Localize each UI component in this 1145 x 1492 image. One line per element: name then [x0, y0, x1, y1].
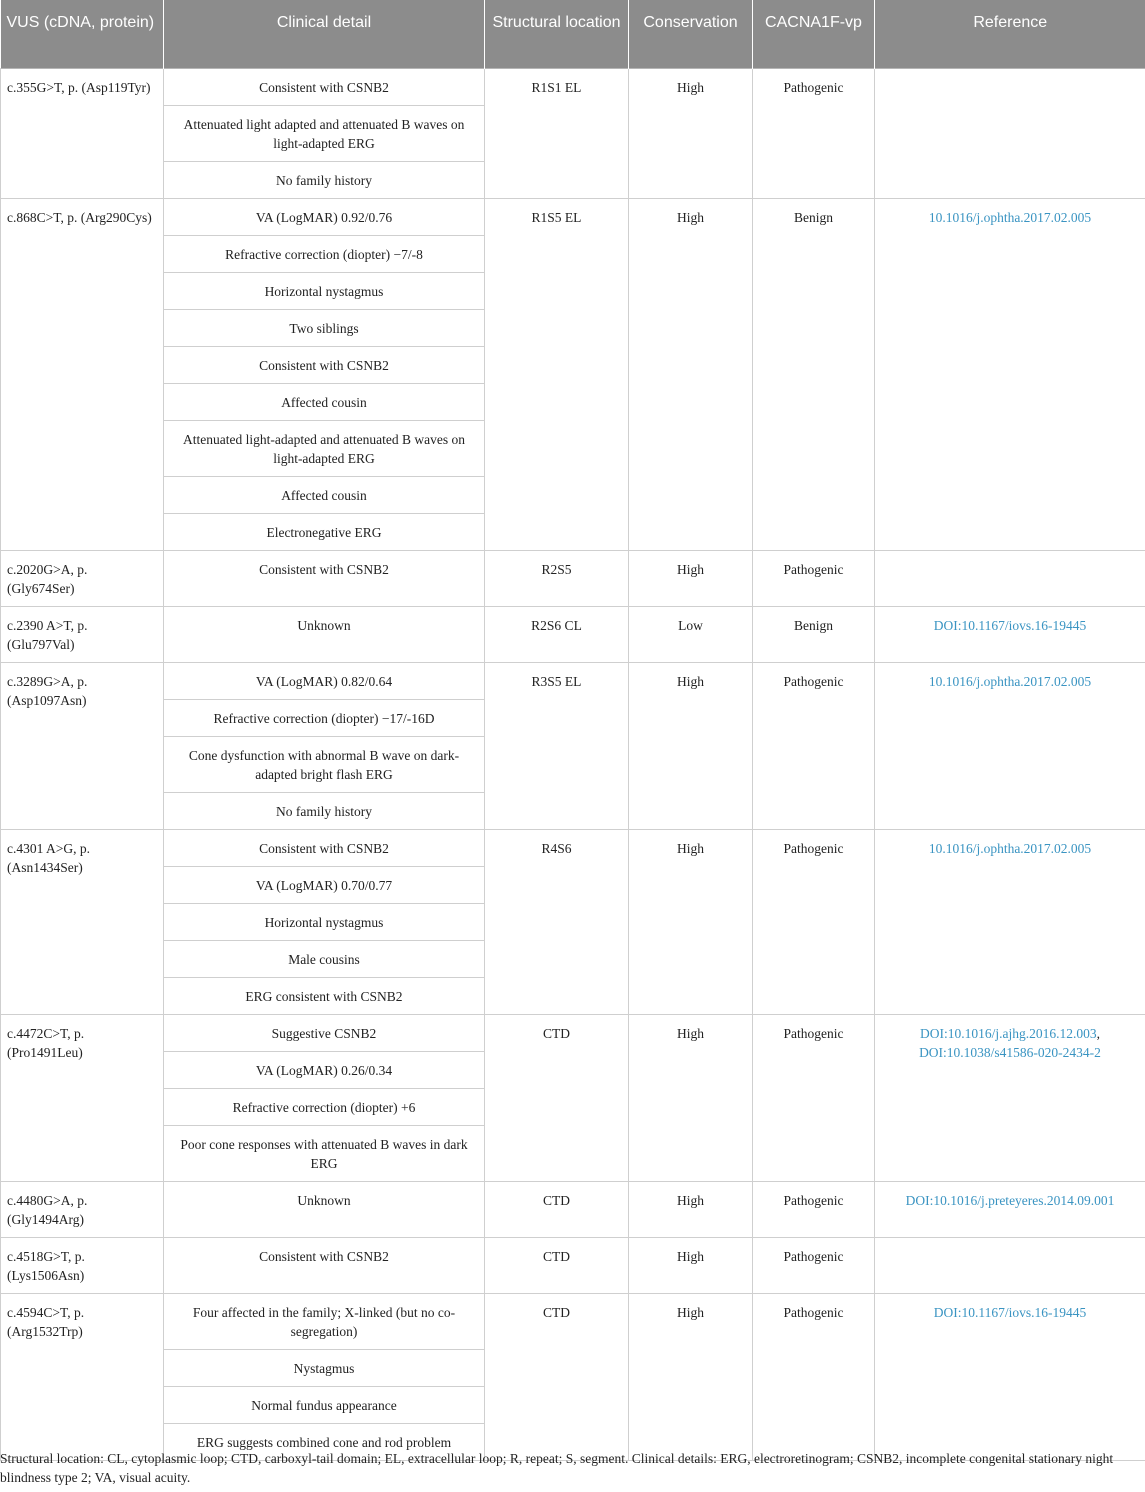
conservation-cell: High	[629, 1237, 753, 1293]
conservation-cell: High	[629, 829, 753, 1014]
reference-link[interactable]: 10.1016/j.ophtha.2017.02.005	[928, 840, 1092, 856]
structural-location-cell: R4S6	[485, 829, 629, 1014]
clinical-detail-cell: Normal fundus appearance	[164, 1386, 485, 1423]
vus-cell: c.4301 A>G, p. (Asn1434Ser)	[1, 829, 164, 1014]
table-row	[1, 550, 1145, 606]
clinical-detail-cell: Consistent with CSNB2	[164, 1237, 485, 1293]
cacna1f-vp-cell: Pathogenic	[753, 829, 875, 1014]
clinical-detail-cell: Cone dysfunction with abnormal B wave on dark-adapted bright flash ERG	[164, 736, 485, 792]
cacna1f-vp-cell: Benign	[753, 606, 875, 662]
reference-link[interactable]: DOI:10.1016/j.ajhg.2016.12.003	[920, 1025, 1097, 1041]
vus-cell: c.2390 A>T, p. (Glu797Val)	[1, 606, 164, 662]
clinical-detail-cell: No family history	[164, 161, 485, 198]
reference-link[interactable]: 10.1016/j.ophtha.2017.02.005	[928, 209, 1092, 225]
cacna1f-vp-cell: Benign	[753, 198, 875, 550]
table-row	[1, 1237, 1145, 1293]
clinical-detail-cell: Consistent with CSNB2	[164, 550, 485, 606]
conservation-cell: High	[629, 68, 753, 198]
clinical-detail-cell: Affected cousin	[164, 383, 485, 420]
reference-cell	[875, 606, 1145, 662]
structural-location-cell: CTD	[485, 1293, 629, 1460]
clinical-detail-cell: Affected cousin	[164, 476, 485, 513]
conservation-cell: High	[629, 550, 753, 606]
table-row	[1, 829, 1145, 866]
reference-link[interactable]: DOI:10.1038/s41586-020-2434-2	[919, 1044, 1101, 1060]
vus-cell: c.868C>T, p. (Arg290Cys)	[1, 198, 164, 550]
structural-location-cell: R2S5	[485, 550, 629, 606]
cacna1f-vp-cell: Pathogenic	[753, 68, 875, 198]
table-row	[1, 198, 1145, 235]
header-clinical-detail: Clinical detail	[164, 0, 485, 68]
reference-cell	[875, 550, 1145, 606]
cacna1f-vp-cell: Pathogenic	[753, 1293, 875, 1460]
clinical-detail-cell: Attenuated light-adapted and attenuated B waves on light-adapted ERG	[164, 420, 485, 476]
table-row	[1, 662, 1145, 699]
header-vus: VUS (cDNA, protein)	[1, 0, 164, 68]
reference-cell	[875, 1293, 1145, 1460]
clinical-detail-cell: Poor cone responses with attenuated B waves in dark ERG	[164, 1125, 485, 1181]
clinical-detail-cell: Nystagmus	[164, 1349, 485, 1386]
clinical-detail-cell: VA (LogMAR) 0.70/0.77	[164, 866, 485, 903]
table-body	[1, 68, 1145, 1460]
reference-link[interactable]: DOI:10.1167/iovs.16-19445	[933, 1304, 1087, 1320]
clinical-detail-cell: VA (LogMAR) 0.82/0.64	[164, 662, 485, 699]
conservation-cell: High	[629, 1293, 753, 1460]
table-row	[1, 1181, 1145, 1237]
reference-cell	[875, 1237, 1145, 1293]
vus-cell: c.4472C>T, p. (Pro1491Leu)	[1, 1014, 164, 1181]
table-row	[1, 1293, 1145, 1349]
header-conservation: Conservation	[629, 0, 753, 68]
structural-location-cell: R1S5 EL	[485, 198, 629, 550]
structural-location-cell: CTD	[485, 1014, 629, 1181]
table-footnote: Structural location: CL, cytoplasmic loop; CTD, carboxyl-tail domain; EL, extracellular loop; R, repeat; S, segment. Clinical details: ERG, electroretinogram; CSNB2, incomplete congenital stationary night blindness type 2; VA, visual acuity.	[0, 1451, 1114, 1485]
clinical-detail-cell: Consistent with CSNB2	[164, 346, 485, 383]
table-row	[1, 68, 1145, 105]
vus-cell: c.2020G>A, p. (Gly674Ser)	[1, 550, 164, 606]
clinical-detail-cell: ERG consistent with CSNB2	[164, 977, 485, 1014]
conservation-cell: High	[629, 198, 753, 550]
clinical-detail-cell: Male cousins	[164, 940, 485, 977]
cacna1f-vp-cell: Pathogenic	[753, 662, 875, 829]
structural-location-cell: CTD	[485, 1181, 629, 1237]
clinical-detail-cell: Refractive correction (diopter) +6	[164, 1088, 485, 1125]
clinical-detail-cell: Unknown	[164, 606, 485, 662]
clinical-detail-cell: Consistent with CSNB2	[164, 829, 485, 866]
clinical-detail-cell: ERG suggests combined cone and rod problem	[164, 1423, 485, 1460]
conservation-cell: High	[629, 1181, 753, 1237]
structural-location-cell: R1S1 EL	[485, 68, 629, 198]
clinical-detail-cell: Two siblings	[164, 309, 485, 346]
clinical-detail-cell: Horizontal nystagmus	[164, 272, 485, 309]
structural-location-cell: CTD	[485, 1237, 629, 1293]
reference-cell	[875, 68, 1145, 198]
clinical-detail-cell: No family history	[164, 792, 485, 829]
cacna1f-vp-cell: Pathogenic	[753, 1237, 875, 1293]
clinical-detail-cell: Refractive correction (diopter) −17/-16D	[164, 699, 485, 736]
vus-cell: c.4480G>A, p. (Gly1494Arg)	[1, 1181, 164, 1237]
clinical-detail-cell: Four affected in the family; X-linked (but no co-segregation)	[164, 1293, 485, 1349]
clinical-detail-cell: Refractive correction (diopter) −7/-8	[164, 235, 485, 272]
vus-cell: c.4518G>T, p. (Lys1506Asn)	[1, 1237, 164, 1293]
reference-link[interactable]: DOI:10.1167/iovs.16-19445	[933, 617, 1087, 633]
clinical-detail-cell: Horizontal nystagmus	[164, 903, 485, 940]
clinical-detail-cell: Electronegative ERG	[164, 513, 485, 550]
header-row	[1, 0, 1145, 68]
table-row	[1, 606, 1145, 662]
clinical-detail-cell: Consistent with CSNB2	[164, 68, 485, 105]
clinical-detail-cell: VA (LogMAR) 0.92/0.76	[164, 198, 485, 235]
cacna1f-vp-cell: Pathogenic	[753, 1014, 875, 1181]
header-structural-location: Structural location	[485, 0, 629, 68]
vus-cell: c.3289G>A, p. (Asp1097Asn)	[1, 662, 164, 829]
conservation-cell: High	[629, 1014, 753, 1181]
table-row	[1, 1014, 1145, 1051]
structural-location-cell: R2S6 CL	[485, 606, 629, 662]
structural-location-cell: R3S5 EL	[485, 662, 629, 829]
reference-cell: DOI:10.1016/j.ajhg.2016.12.003, DOI:10.1038/s41586-020-2434-2	[875, 1014, 1145, 1181]
clinical-detail-cell: Attenuated light adapted and attenuated B waves on light-adapted ERG	[164, 105, 485, 161]
conservation-cell: High	[629, 662, 753, 829]
cacna1f-vp-cell: Pathogenic	[753, 1181, 875, 1237]
conservation-cell: Low	[629, 606, 753, 662]
reference-cell	[875, 198, 1145, 550]
header-reference: Reference	[875, 0, 1145, 68]
clinical-detail-cell: Unknown	[164, 1181, 485, 1237]
reference-link[interactable]: DOI:10.1016/j.preteyeres.2014.09.001	[905, 1192, 1115, 1208]
clinical-detail-cell: Suggestive CSNB2	[164, 1014, 485, 1051]
cacna1f-vp-cell: Pathogenic	[753, 550, 875, 606]
reference-cell	[875, 829, 1145, 1014]
header-cacna1f-vp: CACNA1F-vp	[753, 0, 875, 68]
reference-cell	[875, 662, 1145, 829]
reference-link[interactable]: 10.1016/j.ophtha.2017.02.005	[928, 673, 1092, 689]
vus-cell: c.4594C>T, p. (Arg1532Trp)	[1, 1293, 164, 1460]
clinical-detail-cell: VA (LogMAR) 0.26/0.34	[164, 1051, 485, 1088]
vus-cell: c.355G>T, p. (Asp119Tyr)	[1, 68, 164, 198]
reference-cell	[875, 1181, 1145, 1237]
